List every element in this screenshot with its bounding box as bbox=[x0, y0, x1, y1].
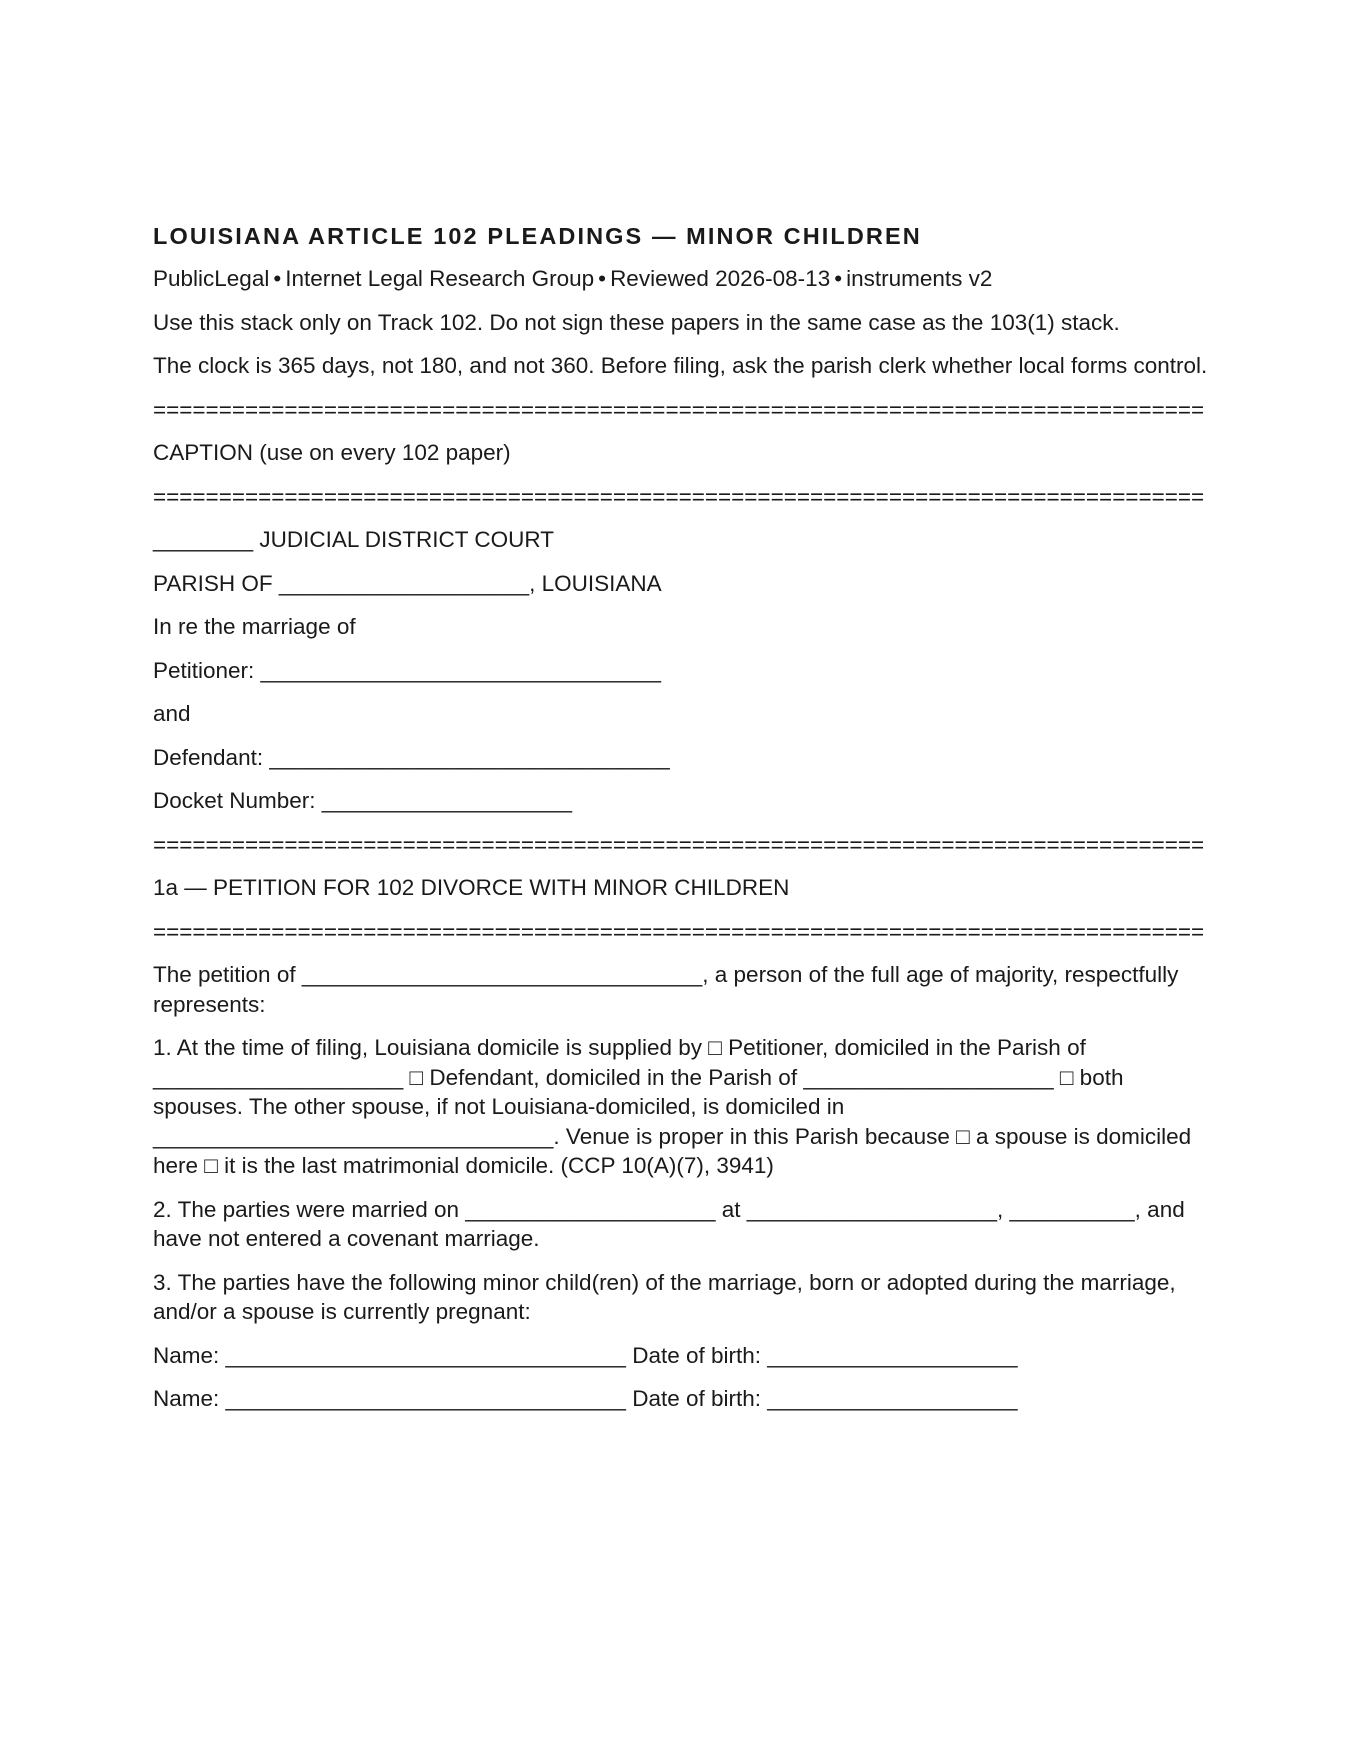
petition-opening: The petition of ________________________________, a person of the full age of majority, respectfully represents: bbox=[153, 962, 1179, 1017]
caption-parish-line: PARISH OF ____________________, LOUISIANA bbox=[153, 570, 662, 596]
child-row: Name: ________________________________ Date of birth: ____________________ bbox=[153, 1386, 1018, 1411]
caption-and: and bbox=[153, 701, 191, 726]
section-heading: 1a — PETITION FOR 102 DIVORCE WITH MINOR CHILDREN bbox=[153, 875, 790, 900]
research-group: Internet Legal Research Group bbox=[285, 266, 595, 291]
caption-docket-line: Docket Number: ____________________ bbox=[153, 788, 573, 813]
meta-separator: • bbox=[273, 266, 282, 291]
section-divider: ================================================================================ bbox=[153, 831, 1205, 857]
section-divider: ================================================================================ bbox=[153, 918, 1205, 944]
child-row: Name: ________________________________ Date of birth: ____________________ bbox=[153, 1342, 1018, 1368]
petition-paragraph-3: 3. The parties have the following minor child(ren) of the marriage, born or adopted during the marriage, and/or a spouse is currently pregnant: bbox=[153, 1269, 1176, 1324]
caption-heading: CAPTION (use on every 102 paper) bbox=[153, 440, 511, 465]
intro-clock-note: The clock is 365 days, not 180, and not 360. Before filing, ask the parish clerk whether local forms control. bbox=[153, 353, 1208, 378]
caption-court-line: ________ JUDICIAL DISTRICT COURT bbox=[153, 527, 554, 552]
caption-petitioner-line: Petitioner: ________________________________ bbox=[153, 657, 661, 683]
intro-instruction: Use this stack only on Track 102. Do not sign these papers in the same case as the 103(1) stack. bbox=[153, 309, 1120, 335]
document-title: LOUISIANA ARTICLE 102 PLEADINGS — MINOR CHILDREN bbox=[153, 223, 922, 249]
document-meta-line bbox=[153, 264, 1213, 294]
version-label: instruments v2 bbox=[846, 266, 993, 291]
document-page bbox=[153, 222, 1213, 1428]
caption-in-re: In re the marriage of bbox=[153, 614, 356, 639]
publisher: PublicLegal bbox=[153, 266, 270, 291]
petition-paragraph-2: 2. The parties were married on ____________________ at ____________________, __________, and have not entered a covenant marriage. bbox=[153, 1196, 1185, 1251]
section-divider: ================================================================================ bbox=[153, 396, 1205, 422]
section-divider: ================================================================================ bbox=[153, 483, 1205, 509]
caption-defendant-line: Defendant: ________________________________ bbox=[153, 744, 670, 770]
petition-paragraph-1: 1. At the time of filing, Louisiana domicile is supplied by □ Petitioner, domiciled in the Parish of ____________________ □ Defendant, domiciled in the Parish of ____________________ □ both spouses. The other spouse, if not Louisiana-domiciled, is domiciled in ________________________________. Venue is proper in this Parish because □ a spouse is domiciled here □ it is the last matrimonial domicile. (CCP 10(A)(7), 3941) bbox=[153, 1035, 1192, 1178]
review-date: Reviewed 2026-08-13 bbox=[610, 266, 831, 291]
meta-separator: • bbox=[598, 266, 607, 291]
meta-separator: • bbox=[834, 266, 843, 291]
